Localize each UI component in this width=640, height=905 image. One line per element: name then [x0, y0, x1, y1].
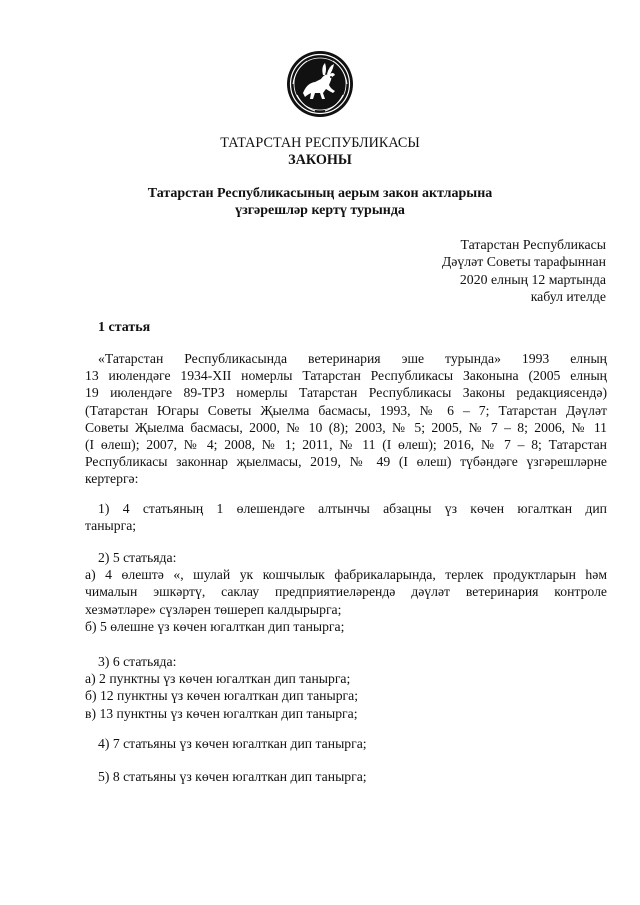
list-item-text: 5) 8 статьяны үз көчен югалткан дип танырга;	[98, 769, 367, 784]
list-item-3	[85, 653, 607, 722]
law-heading: ЗАКОНЫ	[288, 152, 352, 168]
paragraph-line: Советы Җыелма басмасы, 2000, № 10 (8); 2003, № 5; 2005, № 7 – 8; 2006, № 11	[85, 419, 607, 435]
paragraph-line: «Татарстан Республикасында ветеринария эше турында» 1993 елның	[98, 351, 607, 366]
paragraph-line: Республикасы законнар җыелмасы, 2019, № 49 (I өлеш) түбәндәге үзгәрешләрне	[85, 454, 607, 470]
adoption-note-line: кабул ителде	[530, 288, 606, 304]
list-item-2	[85, 549, 607, 635]
list-item-head: 3) 6 статьяда:	[98, 654, 177, 669]
article-intro-paragraph	[85, 350, 607, 488]
paragraph-line: а) 4 өлештә «, шулай ук кошчылык фабрикаларында, терлек продуктларын һәм	[85, 567, 607, 583]
list-item-head: 2) 5 статьяда:	[98, 550, 177, 565]
adoption-note-line: 2020 елның 12 мартында	[459, 271, 606, 287]
adoption-note-line: Дәүләт Советы тарафыннан	[441, 254, 606, 270]
sub-item: а) 2 пунктны үз көчен югалткан дип танырга;	[85, 671, 351, 687]
paragraph-line: чималын эшкәртү, саклау предприятиеләрендә дәүләт ветеринария контроле	[85, 584, 607, 600]
adoption-note	[442, 236, 606, 305]
paragraph-line: 1) 4 статьяның 1 өлешендәге алтынчы абзацны үз көчен югалткан дип	[98, 501, 607, 516]
list-item-4	[85, 735, 607, 752]
paragraph-line: хезмәтләре» сүзләрен төшереп калдырырга;	[85, 601, 342, 617]
sub-item: б) 12 пунктны үз көчен югалткан дип танырга;	[85, 688, 359, 704]
paragraph-line: (I өлеш); 2007, № 4; 2008, № 1; 2011, № 11 (I өлеш); 2016, № 7 – 8; Татарстан	[85, 437, 607, 453]
law-title-line-2: үзгәрешләр кертү турында	[235, 203, 405, 218]
adoption-note-line: Татарстан Республикасы	[460, 237, 606, 252]
law-title-line-1: Татарстан Республикасының аерым закон актларына	[147, 186, 493, 201]
article-heading: 1 статья	[98, 320, 151, 335]
paragraph-line: танырга;	[85, 518, 137, 534]
sub-item: в) 13 пунктны үз көчен югалткан дип танырга;	[85, 705, 358, 721]
paragraph-line: 13 июлендәге 1934-XII номерлы Татарстан Республикасы Законына (2005 елның	[85, 368, 607, 384]
list-item-5	[85, 768, 607, 785]
paragraph-line: 19 июлендәге 89-ТРЗ номерлы Татарстан Республикасы Законы редакциясендә)	[85, 385, 607, 401]
paragraph-line: кертергә:	[85, 471, 139, 487]
tatarstan-coat-of-arms-icon	[285, 49, 355, 119]
list-item-1	[85, 500, 607, 534]
list-item-text: 4) 7 статьяны үз көчен югалткан дип танырга;	[98, 736, 367, 751]
republic-heading: ТАТАРСТАН РЕСПУБЛИКАСЫ	[220, 135, 420, 151]
paragraph-line: (Татарстан Югары Советы Җыелма басмасы, 1993, № 6 – 7; Татарстан Дәүләт	[85, 402, 607, 418]
sub-item: б) 5 өлешне үз көчен югалткан дип танырга;	[85, 618, 345, 634]
